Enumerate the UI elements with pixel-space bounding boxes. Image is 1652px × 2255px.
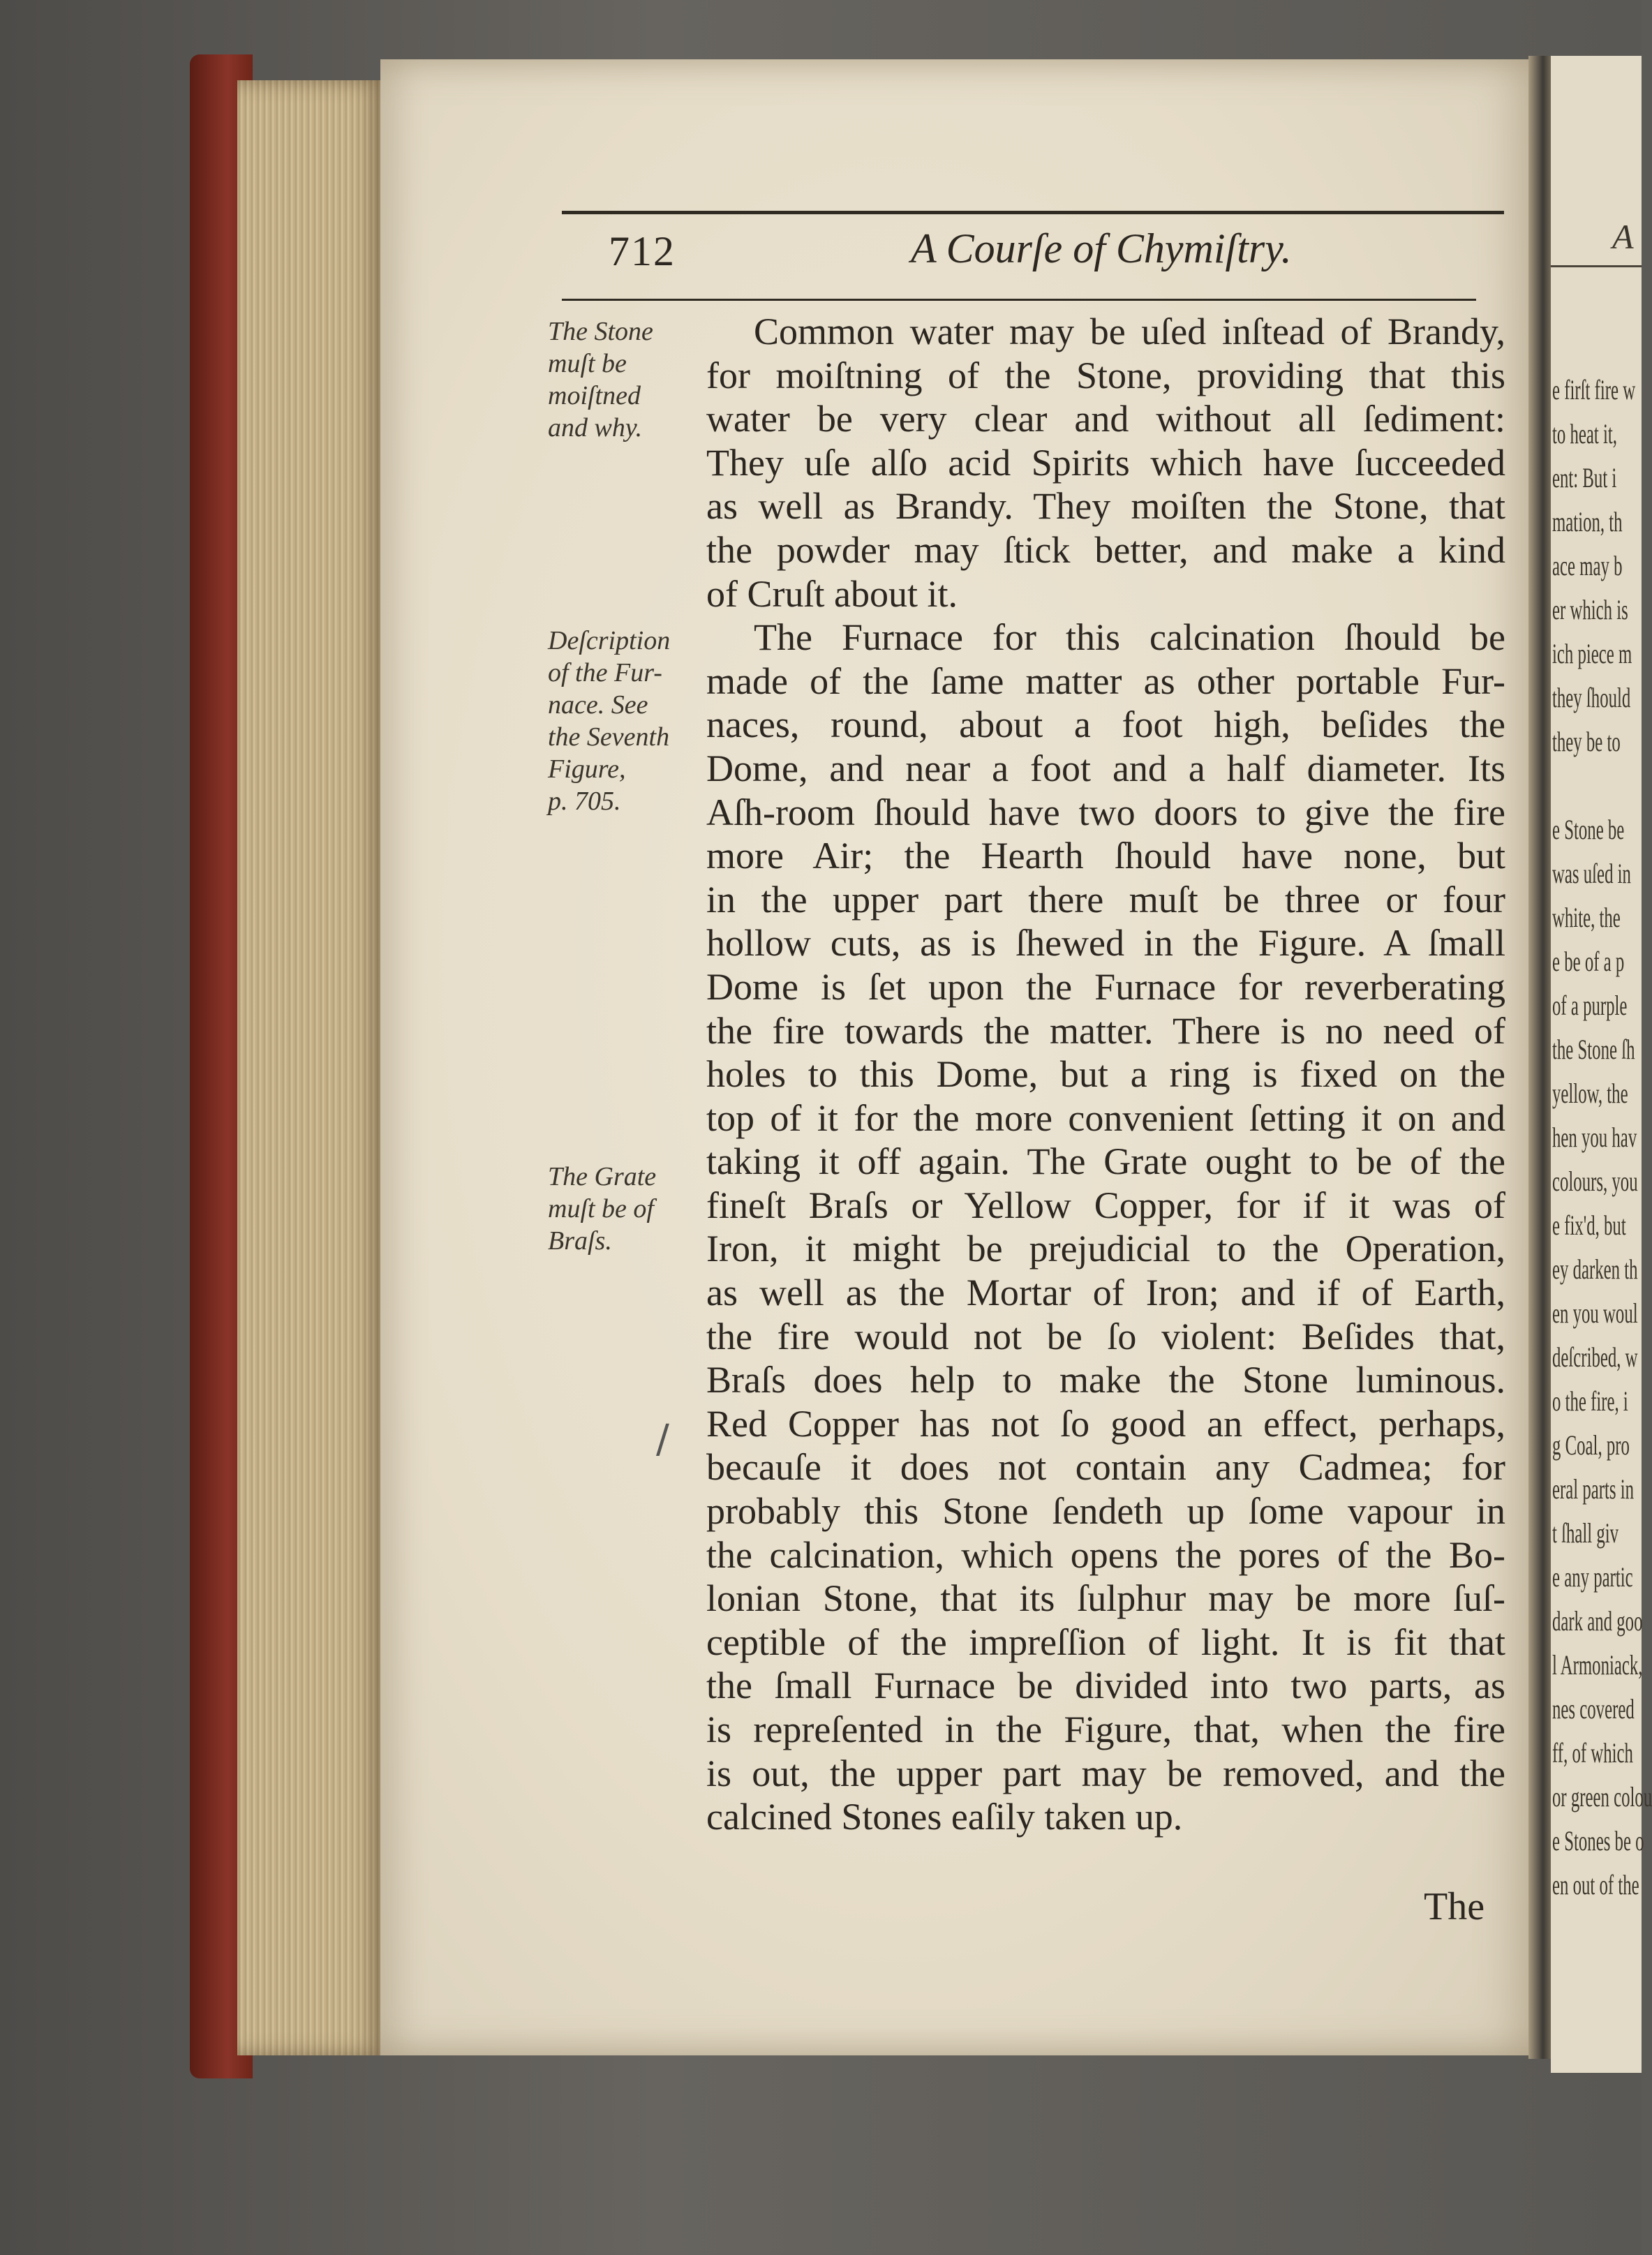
- facing-text-line: hen you hav: [1552, 1122, 1637, 1153]
- text-line: probably this Stone ſendeth up ſome vapour in: [706, 1490, 1505, 1533]
- facing-text-line: they ſhould: [1552, 682, 1631, 713]
- facing-text-line: t ſhall giv: [1552, 1517, 1619, 1549]
- text-line: Braſs does help to make the Stone luminous.: [706, 1359, 1505, 1401]
- margin-note-stone: [548, 315, 653, 444]
- text-line: becauſe it does not contain any Cadmea; for: [706, 1446, 1505, 1489]
- running-title: A Courſe of Chymiſtry.: [911, 225, 1292, 271]
- text-line: Dome, and near a foot and a half diameter. Its: [706, 747, 1505, 789]
- margin-note-line: The Stone: [548, 317, 653, 346]
- text-line: ceptible of the impreſſion of light. It is fit that: [706, 1621, 1505, 1663]
- text-line: more Air; the Hearth ſhould have none, but: [706, 835, 1505, 877]
- facing-text-line: e Stones be o: [1552, 1825, 1644, 1856]
- text-line: Iron, it might be prejudicial to the Operation,: [706, 1228, 1505, 1270]
- facing-text-line: e fix'd, but: [1552, 1210, 1626, 1241]
- text-line: The Furnace for this calcination ſhould be: [754, 616, 1505, 659]
- text-line: as well as the Mortar of Iron; and if of Earth,: [706, 1272, 1505, 1314]
- text-line: hollow cuts, as is ſhewed in the Figure. A ſmall: [706, 922, 1505, 965]
- facing-text-line: ace may b: [1552, 550, 1623, 581]
- facing-text-line: er which is: [1552, 594, 1628, 625]
- margin-note-line: muſt be of: [548, 1194, 654, 1223]
- margin-note-line: muſt be: [548, 349, 627, 378]
- text-line: Common water may be uſed inſtead of Brandy,: [754, 311, 1505, 352]
- text-line: Dome is ſet upon the Furnace for reverberating: [706, 965, 1505, 1008]
- text-line: lonian Stone, that its ſulphur may be more ſuſ-: [706, 1577, 1505, 1620]
- text-line: Aſh-room ſhould have two doors to give the fire: [706, 791, 1505, 833]
- facing-text-line: g Coal, pro: [1552, 1429, 1630, 1461]
- margin-note-line: and why.: [548, 413, 643, 442]
- facing-text-line: ich piece m: [1552, 638, 1632, 669]
- text-line: for moiſtning of the Stone, providing that this: [706, 354, 1505, 396]
- text-line: the fire towards the matter. There is no need of: [706, 1009, 1505, 1052]
- facing-text-line: was uſed in: [1552, 858, 1631, 889]
- facing-text-line: to heat it,: [1552, 418, 1617, 449]
- page-stack-edge: [237, 80, 387, 2055]
- catchword: The: [1424, 1885, 1485, 1928]
- text-line: Red Copper has not ſo good an effect, perhaps,: [706, 1402, 1505, 1445]
- facing-text-line: yellow, the: [1552, 1078, 1628, 1109]
- facing-page: [1551, 56, 1652, 2073]
- text-line: of Cruſt about it.: [706, 572, 958, 615]
- text-line: calcined Stones eaſily taken up.: [706, 1796, 1183, 1838]
- text-line: is out, the upper part may be removed, and the: [706, 1752, 1505, 1794]
- margin-note-line: Braſs.: [548, 1226, 612, 1256]
- facing-header-rule: [1551, 265, 1642, 267]
- facing-text-line: e any partic: [1552, 1561, 1633, 1593]
- pencil-mark: /: [656, 1417, 669, 1462]
- facing-text-line: en you woul: [1552, 1297, 1638, 1329]
- facing-text-line: ff, of which: [1552, 1737, 1633, 1769]
- text-line: fineſt Braſs or Yellow Copper, for if it was of: [706, 1184, 1505, 1226]
- text-line: naces, round, about a foot high, beſides the: [706, 704, 1505, 746]
- facing-text-line: l Armoniack,: [1552, 1649, 1643, 1681]
- text-line: holes to this Dome, but a ring is fixed on the: [706, 1053, 1505, 1096]
- facing-text-line: or green colou: [1552, 1781, 1652, 1813]
- facing-text-line: nes covered: [1552, 1693, 1635, 1725]
- text-line: top of it for the more convenient ſetting it on and: [706, 1096, 1505, 1139]
- facing-text-line: deſcribed, w: [1552, 1341, 1638, 1373]
- margin-note-grate: [548, 1161, 656, 1257]
- facing-text-line: o the fire, i: [1552, 1385, 1628, 1417]
- facing-text-line: of a purple: [1552, 990, 1628, 1021]
- header-rule: [562, 211, 1504, 214]
- facing-text-line: mation, th: [1552, 506, 1623, 537]
- text-line: the ſmall Furnace be divided into two parts, as: [706, 1665, 1505, 1707]
- facing-text-line: e firſt fire w: [1552, 374, 1636, 405]
- facing-text-line: e Stone be: [1552, 814, 1625, 845]
- header-underline: [562, 299, 1476, 301]
- facing-text-line: the Stone ſh: [1552, 1034, 1635, 1065]
- margin-note-line: p. 705.: [548, 787, 621, 816]
- facing-text-line: eral parts in: [1552, 1473, 1635, 1505]
- margin-note-line: moiſtned: [548, 381, 641, 410]
- margin-note-line: Deſcription: [548, 626, 671, 655]
- text-line: water be very clear and without all ſediment:: [706, 398, 1505, 440]
- page-number: 712: [609, 228, 676, 274]
- facing-text-line: dark and goo: [1552, 1605, 1643, 1637]
- text-line: the fire would not be ſo violent: Beſides that,: [706, 1315, 1505, 1357]
- text-line: the calcination, which opens the pores of the Bo-: [706, 1533, 1505, 1576]
- margin-note-line: The Grate: [548, 1162, 657, 1191]
- margin-note-line: the Seventh: [548, 722, 670, 752]
- facing-text-line: colours, you: [1552, 1166, 1638, 1197]
- margin-note-line: of the Fur-: [548, 658, 662, 687]
- margin-note-line: nace. See: [548, 690, 648, 720]
- facing-text-line: en out of the: [1552, 1869, 1639, 1900]
- margin-note-furnace: [548, 625, 670, 817]
- text-line: the powder may ſtick better, and make a kind: [706, 528, 1505, 571]
- text-line: They uſe alſo acid Spirits which have ſucceeded: [706, 441, 1505, 484]
- text-line: is repreſented in the Figure, that, when the fire: [706, 1709, 1505, 1750]
- text-line: made of the ſame matter as other portable Fur-: [706, 660, 1505, 702]
- facing-text-line: ent: But i: [1552, 462, 1617, 493]
- text-line: in the upper part there muſt be three or four: [706, 878, 1505, 921]
- facing-text-line: e be of a p: [1552, 946, 1625, 977]
- facing-text-line: they be to: [1552, 726, 1621, 757]
- facing-text-line: ey darken th: [1552, 1253, 1638, 1285]
- text-line: taking it off again. The Grate ought to be of the: [706, 1140, 1505, 1183]
- body-text: [706, 310, 1505, 1839]
- facing-text-line: white, the: [1552, 902, 1621, 933]
- text-line: as well as Brandy. They moiſten the Stone, that: [706, 485, 1505, 528]
- margin-note-line: Figure,: [548, 754, 626, 784]
- facing-running-head: A: [1612, 217, 1634, 256]
